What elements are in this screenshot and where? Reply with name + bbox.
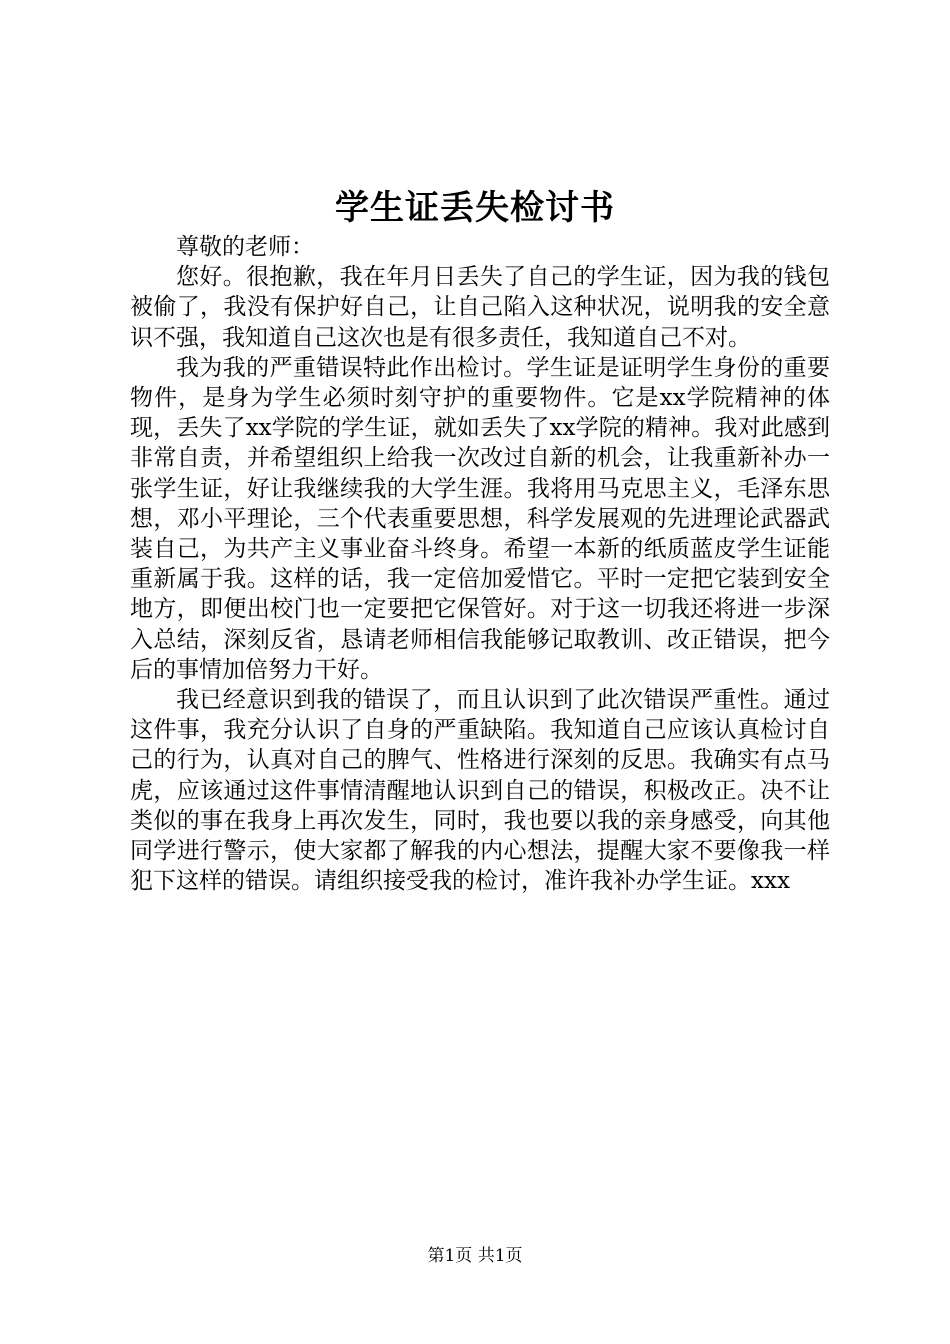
document-body xyxy=(130,232,830,896)
document-title: 学生证丢失检讨书 xyxy=(335,188,615,228)
paragraph: 我为我的严重错误特此作出检讨。学生证是证明学生身份的重要物件，是身为学生必须时刻守护的重要物件。它是xx学院精神的体现，丢失了xx学院的学生证，就如丢失了xx学院的精神。我对此感到非常自责，并希望组织上给我一次改过自新的机会，让我重新补办一张学生证，好让我继续我的大学生涯。我将用马克思主义，毛泽东思想，邓小平理论，三个代表重要思想，科学发展观的先进理论武器武装自己，为共产主义事业奋斗终身。希望一本新的纸质蓝皮学生证能重新属于我。这样的话，我一定倍加爱惜它。平时一定把它装到安全地方，即便出校门也一定要把它保管好。对于这一切我还将进一步深入总结，深刻反省，恳请老师相信我能够记取教训、改正错误，把今后的事情加倍努力干好。 xyxy=(130,354,830,683)
salutation: 尊敬的老师： xyxy=(176,234,314,260)
page-footer: 第1页 共1页 xyxy=(427,1246,523,1266)
paragraph: 您好。很抱歉，我在年月日丢失了自己的学生证，因为我的钱包被偷了，我没有保护好自己，让自己陷入这种状况，说明我的安全意识不强，我知道自己这次也是有很多责任，我知道自己不对。 xyxy=(130,264,830,351)
paragraph: 我已经意识到我的错误了，而且认识到了此次错误严重性。通过这件事，我充分认识了自身的严重缺陷。我知道自己应该认真检讨自己的行为，认真对自己的脾气、性格进行深刻的反思。我确实有点马虎，应该通过这件事情清醒地认识到自己的错误，积极改正。决不让类似的事在我身上再次发生，同时，我也要以我的亲身感受，向其他同学进行警示，使大家都了解我的内心想法，提醒大家不要像我一样犯下这样的错误。请组织接受我的检讨，准许我补办学生证。xxx xyxy=(130,687,830,895)
